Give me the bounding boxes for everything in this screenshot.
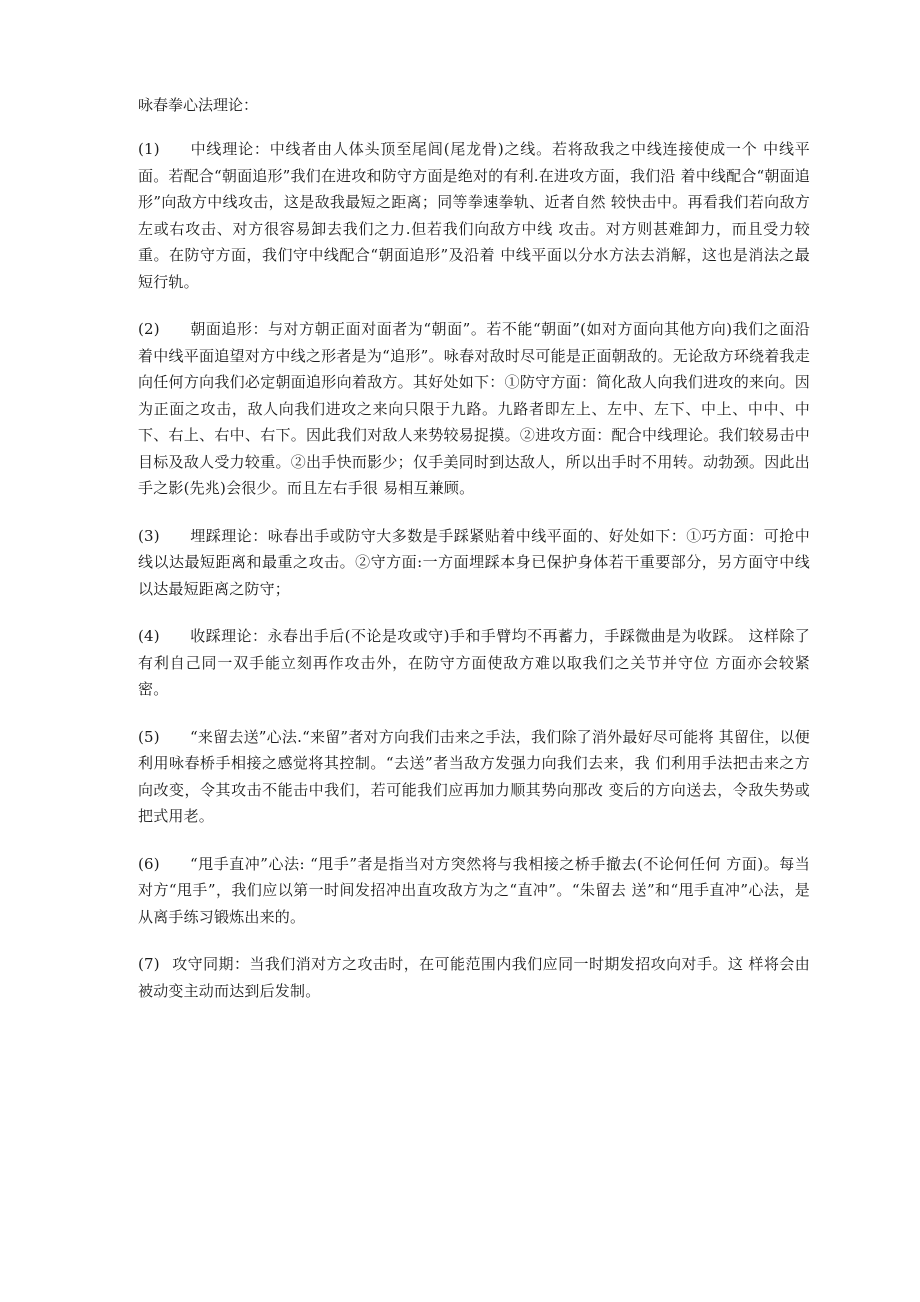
section-2 <box>138 316 810 502</box>
section-text: “甩手直冲”心法: “甩手”者是指当对方突然将与我相接之桥手撤去(不论何任何 方面)。每当对方“甩手”，我们应以第一时间发招冲出直攻敌方为之“直冲”。“朱留去 送”和“甩手直冲”心法，是从离手练习锻炼出来的。 <box>138 854 810 926</box>
section-number: (2) <box>138 320 160 338</box>
section-1 <box>138 136 810 295</box>
section-5 <box>138 724 810 830</box>
section-number: (5) <box>138 727 160 746</box>
section-3 <box>138 523 810 603</box>
section-text: 朝面追形：与对方朝正面对面者为“朝面”。若不能“朝面”(如对方面向其他方向)我们之面沿着中线平面追望对方中线之形者是为“追形”。咏春对敌时尽可能是正面朝敌的。无论敌方环绕着我走向任何方向我们必定朝面追形向着敌方。其好处如下：①防守方面：简化敌人向我们进攻的来向。因为正面之攻击，敌人向我们进攻之来向只限于九路。九路者即左上、左中、左下、中上、中中、中下、右上、右中、右下。因此我们对敌人来势较易捉摸。②进攻方面：配合中线理论。我们较易击中目标及敌人受力较重。②出手快而影少；仅手美同时到达敌人，所以出手时不用转。动勃颈。因此出手之影(先兆)会很少。而且左右手很 易相互兼顾。 <box>138 320 810 497</box>
section-4 <box>138 623 810 703</box>
section-text: 埋踩理论：咏春出手或防守大多数是手踩紧贴着中线平面的、好处如下：①巧方面：可抢中线以达最短距离和最重之攻击。②守方面:一方面埋踩本身已保护身体若干重要部分，另方面守中线以达最短距离之防守； <box>138 526 810 598</box>
section-number: (4) <box>138 627 160 645</box>
section-number: (7) <box>138 955 160 973</box>
section-7 <box>138 951 810 1004</box>
section-text: “来留去送”心法.“来留”者对方向我们击来之手法，我们除了消外最好尽可能将 其留住，以便利用咏春桥手相接之感觉将其控制。“去送”者当敌方发强力向我们去来，我 们利用手法把击来之方向改变，令其攻击不能击中我们，若可能我们应再加力顺其势向那改 变后的方向送去，令敌失势或把式用老。 <box>138 727 810 825</box>
section-number: (6) <box>138 854 160 873</box>
document-page <box>138 92 810 1025</box>
section-6 <box>138 851 810 931</box>
section-text: 攻守同期：当我们消对方之攻击时，在可能范围内我们应同一时期发招攻向对手。这 样将会由被动变主动而达到后发制。 <box>138 955 810 1000</box>
section-number: (1) <box>138 140 160 158</box>
section-text: 中线理论：中线者由人体头顶至尾闾(尾龙骨)之线。若将敌我之中线连接使成一个 中线平面。若配合“朝面追形”我们在进攻和防守方面是绝对的有利.在进攻方面，我们沿 着中线配合“朝面追形”向敌方中线攻击，这是敌我最短之距离；同等拳速拳轨、近者自然 较快击中。再看我们若向敌方左或右攻击、对方很容易卸去我们之力.但若我们向敌方中线 攻击。对方则甚难卸力，而且受力较重。在防守方面，我们守中线配合“朝面追形”及沿着 中线平面以分水方法去消解，这也是消法之最短行轨。 <box>138 140 810 291</box>
document-title: 咏春拳心法理论： <box>138 96 259 114</box>
section-text: 收踩理论：永春出手后(不论是攻或守)手和手臂均不再蓄力，手踩微曲是为收踩。 这样除了有利自己同一双手能立刻再作攻击外，在防守方面使敌方难以取我们之关节并守位 方面亦会较紧密。 <box>138 627 810 698</box>
section-number: (3) <box>138 526 160 545</box>
